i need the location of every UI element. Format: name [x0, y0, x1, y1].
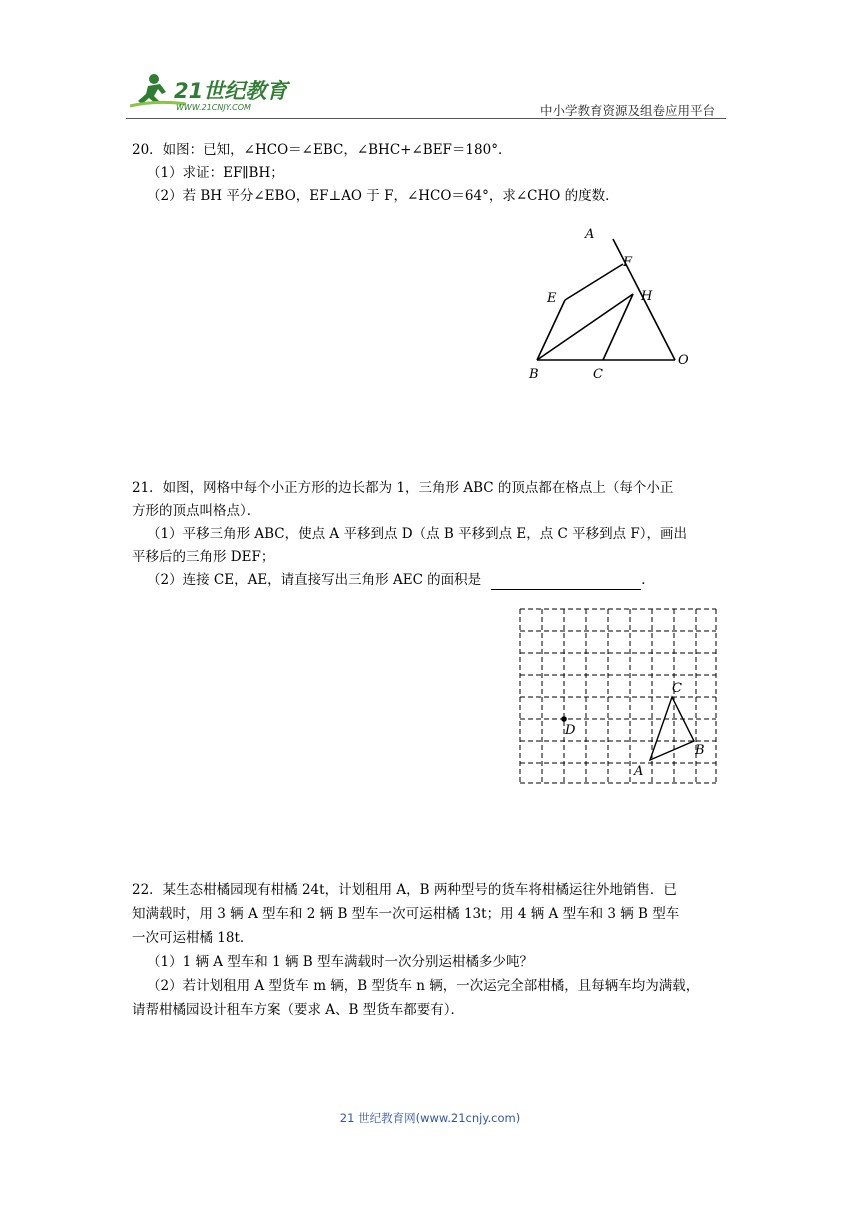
q21-stem-line2: 方形的顶点叫格点）．	[132, 503, 261, 519]
logo-url: WWW.21CNJY.COM	[176, 103, 251, 112]
q20-geometry-figure	[523, 222, 703, 391]
q21-stem-line1: 21．如图，网格中每个小正方形的边长都为 1，三角形 ABC 的顶点都在格点上（每个小正	[132, 480, 674, 496]
q20-stem: 20．如图：已知，∠HCO＝∠EBC，∠BHC+∠BEF＝180°．	[132, 142, 512, 158]
triangle-ABC	[650, 697, 694, 760]
label-O: O	[678, 353, 689, 368]
label-H: H	[641, 289, 653, 304]
line-EF	[565, 264, 623, 300]
label-F: F	[623, 255, 633, 270]
q21-part1-line2: 平移后的三角形 DEF；	[132, 549, 275, 565]
label-C: C	[672, 681, 682, 696]
label-C: C	[593, 367, 603, 382]
label-A: A	[634, 764, 644, 779]
q21-part2	[147, 570, 655, 590]
q20-part1: （1）求证：EF∥BH；	[147, 165, 284, 181]
q22-stem-line2: 知满载时，用 3 辆 A 型车和 2 辆 B 型车一次可运柑橘 13t；用 4 辆 A 型车和 3 辆 B 型车	[132, 906, 680, 922]
answer-blank	[491, 575, 641, 590]
q21-grid-figure	[515, 604, 720, 793]
q22-stem-line1: 22．某生态柑橘园现有柑橘 24t，计划租用 A，B 两种型号的货车将柑橘运往外地销售．已	[132, 882, 677, 898]
label-D: D	[565, 723, 576, 738]
q22-part2-line1: （2）若计划租用 A 型货车 m 辆，B 型货车 n 辆，一次运完全部柑橘，且每辆车均为满载，	[147, 978, 700, 994]
q22-stem-line3: 一次可运柑橘 18t．	[132, 930, 254, 946]
header-divider	[126, 118, 726, 119]
site-logo	[126, 70, 291, 116]
logo-text: 21世纪教育	[174, 79, 288, 103]
header-platform-text: 中小学教育资源及组卷应用平台	[540, 103, 716, 118]
point-D	[561, 716, 567, 722]
q21-part2-end: ．	[641, 572, 655, 588]
dashed-grid	[520, 609, 716, 783]
q20-part2: （2）若 BH 平分∠EBO，EF⊥AO 于 F，∠HCO＝64°，求∠CHO 的度数．	[147, 188, 619, 204]
footer-text[interactable]: 21 世纪教育网(www.21cnjy.com)	[339, 1111, 521, 1125]
q22-part1: （1）1 辆 A 型车和 1 辆 B 型车满载时一次分别运柑橘多少吨？	[147, 954, 533, 970]
q22-part2-line2: 请帮柑橘园设计租车方案（要求 A、B 型货车都要有）．	[132, 1002, 465, 1018]
q21-part1-line1: （1）平移三角形 ABC，使点 A 平移到点 D（点 B 平移到点 E，点 C 平移到点 F），画出	[147, 526, 688, 542]
label-B: B	[529, 367, 539, 382]
label-A: A	[585, 227, 595, 242]
label-B: B	[695, 743, 705, 758]
q21-part2-text: （2）连接 CE，AE，请直接写出三角形 AEC 的面积是	[147, 572, 482, 588]
label-E: E	[547, 291, 557, 306]
